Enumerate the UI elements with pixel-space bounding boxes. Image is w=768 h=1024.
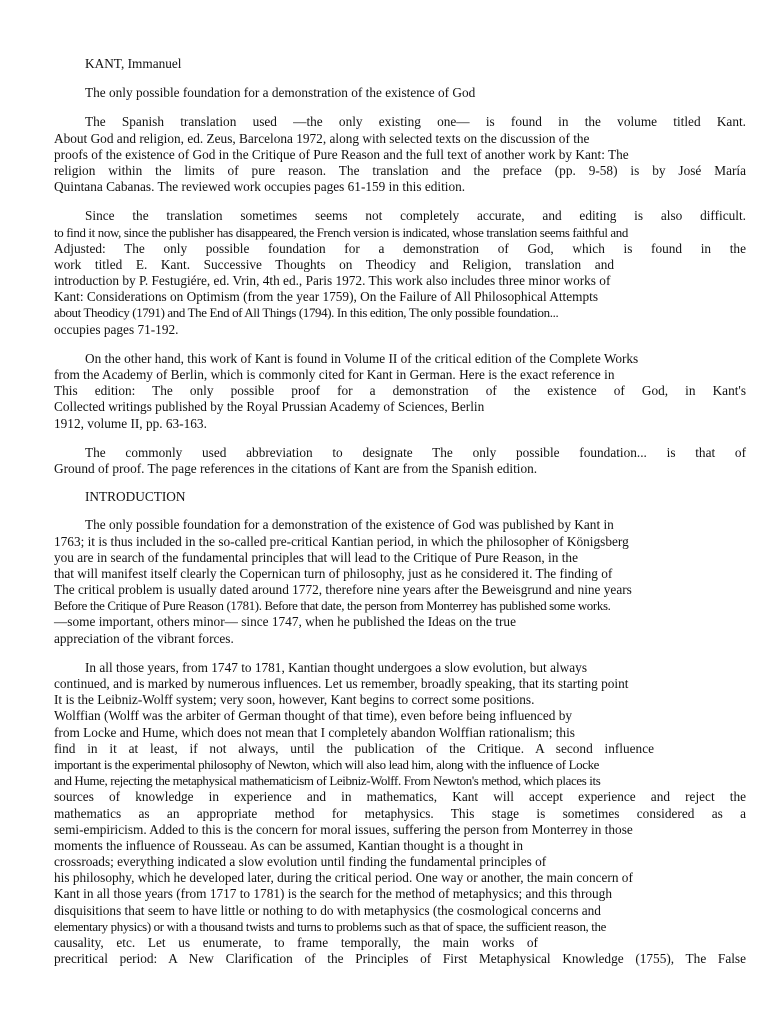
paragraph-critical-edition [54, 351, 746, 432]
paragraph-line: moments the influence of Rousseau. As can be assumed, Kantian thought is a thought in [54, 837, 524, 853]
paragraph-line: introduction by P. Festugiére, ed. Vrin, 4th ed., Paris 1972. This work also includes three minor works of [54, 273, 611, 289]
paragraph-line: causality, etc. Let us enumerate, to frame temporally, the main works of [54, 935, 538, 950]
paragraph-line: about Theodicy (1791) and The End of All Things (1794). In this edition, The only possible foundation... [54, 306, 559, 321]
paragraph-line: you are in search of the fundamental principles that will lead to the Critique of Pure Reason, in the [54, 549, 578, 565]
section-heading-introduction: INTRODUCTION [85, 489, 186, 505]
paragraph-line: Adjusted: The only possible foundation for a demonstration of God, which is found in the [54, 240, 746, 256]
paragraph-line: religion within the limits of pure reason. The translation and the preface (pp. 9-58) is by José María [54, 162, 746, 178]
paragraph-line: find in it at least, if not always, until the publication of the Critique. A second influence [54, 740, 654, 756]
paragraph-line: Wolffian (Wolff was the arbiter of German thought of that time), even before being influenced by [54, 708, 572, 724]
paragraph-line: Collected writings published by the Royal Prussian Academy of Sciences, Berlin [54, 399, 485, 415]
paragraph-line: It is the Leibniz-Wolff system; very soon, however, Kant begins to correct some positions. [54, 692, 535, 708]
paragraph-intro-1 [54, 517, 746, 647]
paragraph-line: Ground of proof. The page references in the citations of Kant are from the Spanish edition. [54, 460, 538, 476]
paragraph-translation-note [54, 114, 746, 195]
paragraph-line: Since the translation sometimes seems not completely accurate, and editing is also difficult. [85, 208, 746, 224]
paragraph-line: Before the Critique of Pure Reason (1781). Before that date, the person from Monterrey has published some works. [54, 599, 611, 614]
paragraph-line: About God and religion, ed. Zeus, Barcelona 1972, along with selected texts on the discussion of the [54, 130, 590, 146]
paragraph-line: sources of knowledge in experience and in mathematics, Kant will accept experience and reject the [54, 789, 746, 805]
paragraph-line: Kant in all those years (from 1717 to 1781) is the search for the method of metaphysics; and this through [54, 886, 612, 902]
paragraph-line: appreciation of the vibrant forces. [54, 630, 234, 646]
paragraph-line: to find it now, since the publisher has disappeared, the French version is indicated, whose translation seems faithful and [54, 225, 628, 240]
paragraph-line: —some important, others minor— since 1747, when he published the Ideas on the true [54, 614, 516, 630]
paragraph-line: crossroads; everything indicated a slow evolution until finding the fundamental principles of [54, 854, 547, 870]
paragraph-line: The commonly used abbreviation to designate The only possible foundation... is that of [85, 444, 746, 460]
paragraph-line: In all those years, from 1747 to 1781, Kantian thought undergoes a slow evolution, but always [85, 659, 587, 675]
paragraph-line: that will manifest itself clearly the Copernican turn of philosophy, just as he considered it. The finding of [54, 565, 613, 581]
work-title: The only possible foundation for a demonstration of the existence of God [85, 85, 476, 101]
paragraph-line: continued, and is marked by numerous influences. Let us remember, broadly speaking, that its starting point [54, 676, 629, 691]
author-heading: KANT, Immanuel [85, 56, 182, 71]
paragraph-line: The Spanish translation used —the only existing one— is found in the volume titled Kant. [85, 114, 746, 130]
paragraph-line: semi-empiricism. Added to this is the concern for moral issues, suffering the person from Monterrey in those [54, 821, 633, 837]
paragraph-line: mathematics as an appropriate method for metaphysics. This stage is sometimes considered as a [54, 805, 746, 821]
paragraph-line: from Locke and Hume, which does not mean that I completely abandon Wolffian rationalism; this [54, 724, 575, 740]
paragraph-line: his philosophy, which he developed later, during the critical period. One way or another, the main concern of [54, 870, 633, 886]
paragraph-line: occupies pages 71-192. [54, 321, 179, 337]
paragraph-line: precritical period: A New Clarification of the Principles of First Metaphysical Knowledge (1755), The False [54, 951, 746, 967]
paragraph-line: work titled E. Kant. Successive Thoughts on Theodicy and Religion, translation and [54, 256, 614, 272]
paragraph-line: Quintana Cabanas. The reviewed work occupies pages 61-159 in this edition. [54, 179, 466, 195]
paragraph-line: The critical problem is usually dated around 1772, therefore nine years after the Beweisgrund and nine years [54, 582, 632, 598]
paragraph-line: elementary physics) or with a thousand twists and turns to problems such as that of space, the sufficient reason, the [54, 919, 607, 934]
paragraph-line: and Hume, rejecting the metaphysical mathematicism of Leibniz-Wolff. From Newton's method, which places its [54, 774, 601, 789]
paragraph-line: proofs of the existence of God in the Critique of Pure Reason and the full text of another work by Kant: The [54, 146, 629, 162]
document-page [54, 56, 746, 967]
paragraph-line: The only possible foundation for a demonstration of the existence of God was published by Kant in [85, 517, 614, 533]
paragraph-abbreviation [54, 445, 746, 477]
paragraph-line: from the Academy of Berlin, which is commonly cited for Kant in German. Here is the exact reference in [54, 367, 615, 382]
paragraph-french-version [54, 208, 746, 338]
paragraph-line: On the other hand, this work of Kant is found in Volume II of the critical edition of the Complete Works [85, 350, 639, 366]
paragraph-line: Kant: Considerations on Optimism (from the year 1759), On the Failure of All Philosophical Attempts [54, 289, 598, 305]
paragraph-line: important is the experimental philosophy of Newton, which will also lead him, along with the influence of Locke [54, 757, 600, 772]
paragraph-line: disquisitions that seem to have little or nothing to do with metaphysics (the cosmological concerns and [54, 902, 601, 918]
paragraph-intro-2 [54, 660, 746, 968]
paragraph-line: 1912, volume II, pp. 63-163. [54, 415, 207, 431]
paragraph-line: 1763; it is thus included in the so-called pre-critical Kantian period, in which the philosopher of Königsberg [54, 533, 629, 549]
paragraph-line: This edition: The only possible proof for a demonstration of the existence of God, in Kant's [54, 383, 746, 399]
